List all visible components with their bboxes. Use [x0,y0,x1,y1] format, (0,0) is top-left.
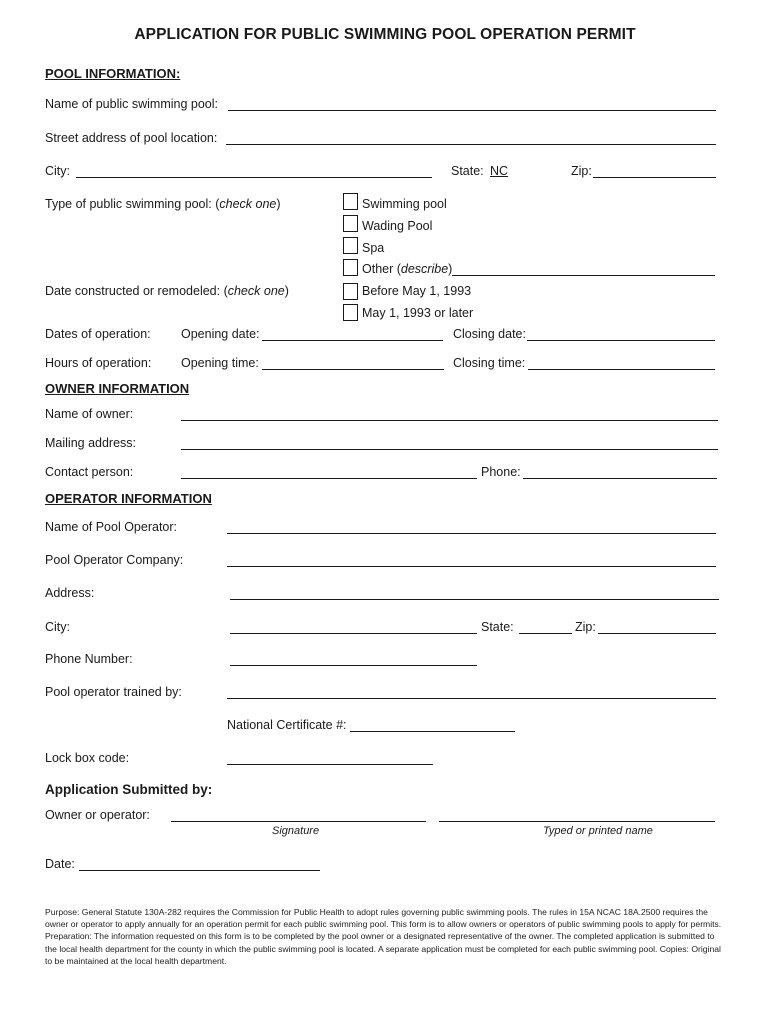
closing-time-field[interactable] [528,369,715,370]
purpose-text: Purpose: General Statute 130A-282 requires the Commission for Public Health to adopt rules governing public swimming pools. The rules in 15A NCAC 18A.2500 requires the owner or operator to apply annually for an operation permit for each public swimming pool. This form is to allow owners or operators of public swimming pools to apply for permits. Preparation: The information requested on this form is to be completed by the pool owner or a designated representative of the owner. The completed application is submitted to the local health department for the county in which the public swimming pool is located. A separate application must be completed for each public swimming pool. Copies: Original to be maintained at the local health department. [45,907,722,966]
pool-city-field[interactable] [76,177,432,178]
date-label: Date: [45,857,75,871]
before-1993-option: Before May 1, 1993 [362,284,472,298]
mailing-address-field[interactable] [181,449,718,450]
printed-name-field[interactable] [439,821,715,822]
pool-name-label: Name of public swimming pool: [45,97,218,111]
operator-city-field[interactable] [230,633,477,634]
opening-time-field[interactable] [262,369,444,370]
other-option: Other (describe) [362,262,453,276]
national-cert-field[interactable] [350,731,515,732]
operator-address-field[interactable] [230,599,719,600]
owner-operator-label: Owner or operator: [45,808,150,822]
swimming-pool-checkbox[interactable] [343,193,358,210]
lockbox-label: Lock box code: [45,751,130,765]
operator-city-label: City: [45,620,70,634]
signature-field[interactable] [171,821,426,822]
wading-pool-option: Wading Pool [362,219,433,233]
closing-date-field[interactable] [527,340,715,341]
contact-person-field[interactable] [181,478,477,479]
street-address-field[interactable] [226,144,716,145]
after-1993-checkbox[interactable] [343,304,358,321]
closing-time-label: Closing time: [453,356,526,370]
date-constructed-label: Date constructed or remodeled: (check one) [45,284,289,298]
pool-info-heading: POOL INFORMATION: [45,66,181,81]
operator-phone-field[interactable] [230,665,477,666]
operator-name-field[interactable] [227,533,716,534]
after-1993-option: May 1, 1993 or later [362,306,474,320]
pool-state-value: NC [490,164,509,178]
form-title: APPLICATION FOR PUBLIC SWIMMING POOL OPERATION PERMIT [134,26,636,43]
operator-state-field[interactable] [519,633,572,634]
operator-zip-label: Zip: [575,620,596,634]
mailing-address-label: Mailing address: [45,436,137,450]
national-cert-label: National Certificate #: [227,718,347,732]
pool-type-label: Type of public swimming pool: (check one) [45,197,281,211]
owner-name-label: Name of owner: [45,407,134,421]
owner-info-heading: OWNER INFORMATION [45,381,190,396]
street-address-label: Street address of pool location: [45,131,218,145]
operator-state-label: State: [481,620,514,634]
pool-state-label: State: [451,164,484,178]
signature-caption: Signature [272,825,320,837]
other-checkbox[interactable] [343,259,358,276]
opening-date-label: Opening date: [181,327,260,341]
before-1993-checkbox[interactable] [343,283,358,300]
opening-date-field[interactable] [262,340,443,341]
owner-name-field[interactable] [181,420,718,421]
pool-name-field[interactable] [228,110,716,111]
other-describe-field[interactable] [452,275,715,276]
wading-pool-checkbox[interactable] [343,215,358,232]
submitted-by-heading: Application Submitted by: [45,782,213,797]
pool-zip-field[interactable] [593,177,716,178]
operator-address-label: Address: [45,586,95,600]
dates-operation-label: Dates of operation: [45,327,151,341]
hours-operation-label: Hours of operation: [45,356,152,370]
printed-name-caption: Typed or printed name [543,825,653,837]
pool-city-label: City: [45,164,70,178]
operator-info-heading: OPERATOR INFORMATION [45,491,212,506]
operator-name-label: Name of Pool Operator: [45,520,178,534]
lockbox-field[interactable] [227,764,433,765]
spa-option: Spa [362,241,385,255]
spa-checkbox[interactable] [343,237,358,254]
date-field[interactable] [79,870,320,871]
operator-phone-label: Phone Number: [45,652,133,666]
operator-zip-field[interactable] [598,633,716,634]
trained-by-label: Pool operator trained by: [45,685,182,699]
contact-person-label: Contact person: [45,465,134,479]
pool-zip-label: Zip: [571,164,592,178]
opening-time-label: Opening time: [181,356,259,370]
operator-company-label: Pool Operator Company: [45,553,184,567]
trained-by-field[interactable] [227,698,716,699]
owner-phone-field[interactable] [523,478,717,479]
owner-phone-label: Phone: [481,465,521,479]
closing-date-label: Closing date: [453,327,526,341]
operator-company-field[interactable] [227,566,716,567]
swimming-pool-option: Swimming pool [362,197,447,211]
